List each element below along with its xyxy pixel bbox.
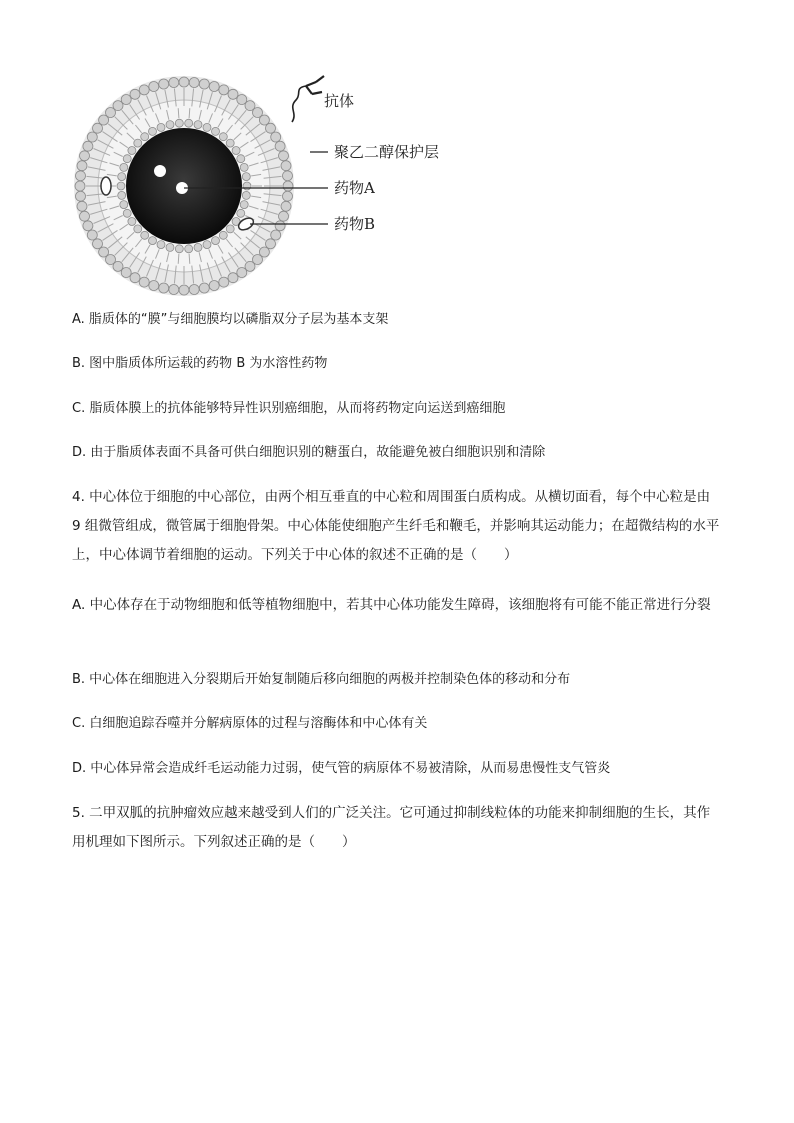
phospholipid-head <box>134 225 142 233</box>
phospholipid-head <box>185 119 193 127</box>
phospholipid-head <box>243 182 251 190</box>
phospholipid-head <box>87 230 97 240</box>
phospholipid-head <box>157 241 165 249</box>
phospholipid-head <box>76 191 86 201</box>
phospholipid-head <box>219 277 229 287</box>
phospholipid-head <box>209 281 219 291</box>
phospholipid-head <box>240 201 248 209</box>
phospholipid-head <box>83 141 93 151</box>
phospholipid-head <box>275 221 285 231</box>
phospholipid-head <box>203 241 211 249</box>
phospholipid-head <box>80 151 90 161</box>
phospholipid-head <box>159 283 169 293</box>
phospholipid-head <box>283 181 293 191</box>
phospholipid-head <box>281 201 291 211</box>
phospholipid-head <box>130 273 140 283</box>
phospholipid-head <box>219 231 227 239</box>
lipid-tail <box>178 254 179 264</box>
phospholipid-head <box>121 95 131 105</box>
label-drug-b: 药物B <box>334 215 376 233</box>
phospholipid-head <box>117 182 125 190</box>
liposome-diagram <box>60 68 480 300</box>
phospholipid-head <box>226 225 234 233</box>
phospholipid-head <box>175 119 183 127</box>
phospholipid-head <box>118 191 126 199</box>
lipid-tail <box>178 108 179 118</box>
q3-option-c: C. 脂质体膜上的抗体能够特异性识别癌细胞，从而将药物定向运送到癌细胞 <box>72 401 506 416</box>
phospholipid-head <box>203 123 211 131</box>
phospholipid-head <box>228 273 238 283</box>
phospholipid-head <box>134 139 142 147</box>
phospholipid-head <box>123 209 131 217</box>
phospholipid-head <box>149 281 159 291</box>
phospholipid-head <box>87 132 97 142</box>
q4-option-d: D. 中心体异常会造成纤毛运动能力过弱，使气管的病原体不易被清除，从而易患慢性支气管炎 <box>72 761 611 776</box>
phospholipid-head <box>128 147 136 155</box>
phospholipid-head <box>237 268 247 278</box>
phospholipid-head <box>279 211 289 221</box>
phospholipid-head <box>194 121 202 129</box>
q4-stem: 4. 中心体位于细胞的中心部位，由两个相互垂直的中心粒和周围蛋白质构成。从横切面看，每个中心粒是由 9 组微管组成，微管属于细胞骨架。中心体能使细胞产生纤毛和鞭毛，并影响其运动能力；在超微结构的水平上，中心体调节着细胞的运动。下列关于中心体的叙述不正确的是（ ） <box>72 489 720 563</box>
phospholipid-head <box>130 89 140 99</box>
label-peg-layer: 聚乙二醇保护层 <box>334 143 440 161</box>
q3-option-b: B. 图中脂质体所运载的药物 B 为水溶性药物 <box>72 356 328 371</box>
phospholipid-head <box>237 155 245 163</box>
phospholipid-head <box>175 245 183 253</box>
q3-option-a: A. 脂质体的“膜”与细胞膜均以磷脂双分子层为基本支架 <box>72 312 389 327</box>
phospholipid-head <box>266 123 276 133</box>
phospholipid-head <box>149 82 159 92</box>
phospholipid-head <box>283 191 293 201</box>
q5-stem: 5. 二甲双胍的抗肿瘤效应越来越受到人们的广泛关注。它可通过抑制线粒体的功能来抑制细胞的生长，其作用机理如下图所示。下列叙述正确的是（ ） <box>72 805 711 850</box>
phospholipid-head <box>283 171 293 181</box>
q4-option-c: C. 白细胞追踪吞噬并分解病原体的过程与溶酶体和中心体有关 <box>72 716 428 731</box>
phospholipid-head <box>77 161 87 171</box>
phospholipid-head <box>219 85 229 95</box>
phospholipid-head <box>76 171 86 181</box>
phospholipid-head <box>189 285 199 295</box>
phospholipid-head <box>271 230 281 240</box>
phospholipid-head <box>77 201 87 211</box>
phospholipid-head <box>157 123 165 131</box>
phospholipid-head <box>120 163 128 171</box>
phospholipid-head <box>93 239 103 249</box>
phospholipid-head <box>118 173 126 181</box>
phospholipid-head <box>281 161 291 171</box>
phospholipid-head <box>159 79 169 89</box>
phospholipid-head <box>228 89 238 99</box>
lipid-tail <box>189 108 190 118</box>
q4-option-b: B. 中心体在细胞进入分裂期后开始复制随后移向细胞的两极并控制染色体的移动和分布 <box>72 672 571 687</box>
phospholipid-head <box>185 245 193 253</box>
phospholipid-head <box>209 82 219 92</box>
phospholipid-head <box>149 237 157 245</box>
phospholipid-head <box>139 277 149 287</box>
q4-option-a: A. 中心体存在于动物细胞和低等植物细胞中，若其中心体功能发生障碍，该细胞将有可能不能正常进行分裂 <box>72 597 711 613</box>
phospholipid-head <box>141 231 149 239</box>
phospholipid-head <box>194 243 202 251</box>
phospholipid-head <box>169 285 179 295</box>
phospholipid-head <box>232 147 240 155</box>
phospholipid-head <box>199 79 209 89</box>
phospholipid-head <box>179 285 189 295</box>
phospholipid-head <box>166 243 174 251</box>
phospholipid-head <box>139 85 149 95</box>
phospholipid-head <box>212 127 220 135</box>
drug-a-particle <box>154 165 166 177</box>
phospholipid-head <box>169 78 179 88</box>
phospholipid-head <box>237 209 245 217</box>
peg-chain <box>292 86 306 122</box>
phospholipid-head <box>199 283 209 293</box>
phospholipid-head <box>189 78 199 88</box>
label-antibody: 抗体 <box>324 92 355 110</box>
phospholipid-head <box>75 181 85 191</box>
phospholipid-head <box>271 132 281 142</box>
phospholipid-head <box>141 133 149 141</box>
phospholipid-head <box>212 237 220 245</box>
phospholipid-head <box>128 218 136 226</box>
phospholipid-head <box>242 173 250 181</box>
phospholipid-head <box>120 201 128 209</box>
antibody-icon <box>306 76 324 94</box>
liposome-figure <box>60 68 480 300</box>
drug-b-particle <box>101 177 111 195</box>
phospholipid-head <box>242 191 250 199</box>
q3-option-d: D. 由于脂质体表面不具备可供白细胞识别的糖蛋白，故能避免被白细胞识别和清除 <box>72 445 546 460</box>
phospholipid-head <box>226 139 234 147</box>
label-drug-a: 药物A <box>334 179 375 197</box>
phospholipid-head <box>275 141 285 151</box>
phospholipid-head <box>123 155 131 163</box>
phospholipid-head <box>80 211 90 221</box>
phospholipid-head <box>240 163 248 171</box>
lipid-tail <box>189 254 190 264</box>
phospholipid-head <box>149 127 157 135</box>
phospholipid-head <box>279 151 289 161</box>
phospholipid-head <box>83 221 93 231</box>
phospholipid-head <box>179 77 189 87</box>
phospholipid-head <box>219 133 227 141</box>
phospholipid-head <box>166 121 174 129</box>
